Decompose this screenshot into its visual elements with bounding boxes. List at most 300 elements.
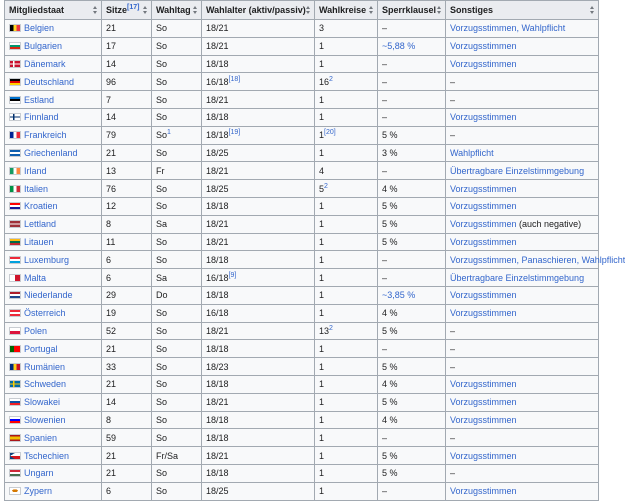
cell-districts [315,447,378,465]
cell-country [5,233,102,251]
cell-voting-age [202,447,315,465]
cell-country [5,482,102,500]
voting-age-text: 18/18 [206,112,229,123]
finland-flag-icon [9,113,21,121]
denmark-flag-icon [9,60,21,68]
districts-text: 1 [319,147,325,158]
footnote-link[interactable]: [20] [324,129,336,137]
country-link[interactable]: Litauen [24,236,54,247]
other-link[interactable]: Vorzugsstimmen [450,219,517,230]
country-link[interactable]: Belgien [24,23,55,34]
cell-voting-age [202,108,315,126]
cell-election-day [152,429,202,447]
election-day-text: So [156,130,168,141]
country-link[interactable]: Zypern [24,486,53,497]
cell-election-day [152,197,202,215]
country-link[interactable]: Deutschland [24,76,75,87]
cell-seats: 14 [102,393,152,411]
table-row [5,144,599,162]
districts-text: 1 [319,201,325,212]
cell-seats: 14 [102,55,152,73]
cell-election-day [152,215,202,233]
poland-flag-icon [9,327,21,335]
table-row [5,20,599,38]
cell-threshold [378,144,446,162]
country-link[interactable]: Tschechien [24,450,70,461]
cell-districts [315,464,378,482]
header-label: Wahlalter (aktiv/passiv) [206,5,306,15]
luxembourg-flag-icon [9,256,21,264]
other-link[interactable]: Vorzugsstimmen [450,290,517,301]
country-link[interactable]: Irland [24,165,47,176]
election-day-text: Sa [156,219,168,230]
table-row [5,233,599,251]
cell-seats: 21 [102,144,152,162]
header-mitgliedstaat[interactable] [5,1,102,20]
election-day-text: So [156,183,168,194]
cell-seats: 21 [102,340,152,358]
cell-voting-age [202,73,315,91]
sort-arrows-icon[interactable] [93,6,98,14]
election-day-text: So [156,414,168,425]
sweden-flag-icon [9,380,21,388]
other-link[interactable]: Vorzugsstimmen [450,41,517,52]
header-label: Sonstiges [450,5,494,15]
voting-age-text: 18/21 [206,325,229,336]
election-day-text: So [156,236,168,247]
footnote-link[interactable]: [9] [228,271,237,279]
cell-other [446,126,599,144]
cell-other [446,286,599,304]
cell-seats: 6 [102,251,152,269]
cell-threshold [378,393,446,411]
threshold-text: 5 % [382,236,398,247]
sort-arrows-icon[interactable] [590,6,595,14]
cell-country [5,251,102,269]
country-link[interactable]: Slowakei [24,397,61,408]
districts-text: 1 [319,112,325,123]
cell-threshold [378,322,446,340]
country-link[interactable]: Finnland [24,112,59,123]
country-link[interactable]: Griechenland [24,147,78,158]
districts-text: 1 [319,432,325,443]
cell-other [446,304,599,322]
cell-election-day [152,233,202,251]
voting-age-text: 18/18 [206,290,229,301]
districts-text: 1 [319,486,325,497]
cell-other [446,233,599,251]
cell-districts [315,393,378,411]
table-row [5,197,599,215]
other-link[interactable]: Vorzugsstimmen [450,201,517,212]
cell-districts [315,180,378,198]
districts-text: 1 [319,58,325,69]
cell-voting-age [202,429,315,447]
cell-election-day [152,375,202,393]
cell-other [446,162,599,180]
table-row [5,180,599,198]
cell-threshold [378,37,446,55]
table-row [5,340,599,358]
voting-age-text: 18/21 [206,23,229,34]
voting-age-text: 18/18 [206,130,229,141]
country-link[interactable]: Frankreich [24,130,67,141]
cell-country [5,162,102,180]
cell-election-day [152,304,202,322]
germany-flag-icon [9,78,21,86]
voting-age-text: 18/25 [206,486,229,497]
header-label: Wahltag [156,5,191,15]
districts-text: 1 [319,379,325,390]
cell-election-day [152,37,202,55]
cell-election-day [152,73,202,91]
country-link[interactable]: Luxemburg [24,254,70,265]
cell-threshold [378,269,446,287]
country-link[interactable]: Slowenien [24,414,66,425]
districts-text: 1 [319,450,325,461]
header-sitze[interactable] [102,1,152,20]
other-link[interactable]: Vorzugsstimmen [450,308,517,319]
cell-country [5,269,102,287]
election-day-text: So [156,112,168,123]
districts-text: 1 [319,219,325,230]
cell-seats: 59 [102,429,152,447]
election-day-text: So [156,379,168,390]
cell-voting-age [202,411,315,429]
cell-election-day [152,269,202,287]
other-link[interactable]: Vorzugsstimmen [450,414,517,425]
cell-threshold [378,304,446,322]
cell-country [5,464,102,482]
sort-arrows-icon[interactable] [306,6,311,14]
country-link[interactable]: Malta [24,272,47,283]
cell-seats: 52 [102,322,152,340]
threshold-text: – [382,94,388,105]
cell-threshold [378,91,446,109]
cell-districts [315,269,378,287]
cell-districts [315,286,378,304]
cyprus-flag-icon [9,487,21,495]
other-text: – [450,325,456,336]
threshold-text: 4 % [382,183,398,194]
threshold-text: 5 % [382,397,398,408]
cell-threshold [378,375,446,393]
cell-voting-age [202,162,315,180]
cell-other [446,20,599,38]
header-sonstiges[interactable] [446,1,599,20]
footnote-link[interactable]: [19] [228,129,241,137]
spain-flag-icon [9,434,21,442]
cell-election-day [152,251,202,269]
cell-voting-age [202,358,315,376]
other-text: – [450,76,456,87]
election-day-text: So [156,397,168,408]
voting-age-text: 18/18 [206,343,229,354]
cell-threshold [378,197,446,215]
election-day-text: So [156,147,168,158]
cell-voting-age [202,340,315,358]
election-day-text: Fr/Sa [156,450,179,461]
other-link[interactable]: Vorzugsstimmen [450,450,517,461]
election-day-text: So [156,308,168,319]
cell-country [5,73,102,91]
election-day-text: So [156,361,168,372]
other-text: – [450,94,456,105]
country-link[interactable]: Niederlande [24,290,73,301]
other-text: – [450,361,456,372]
threshold-link[interactable]: ~3,85 % [382,290,416,301]
other-link[interactable]: Vorzugsstimmen [450,183,517,194]
cell-threshold [378,358,446,376]
cell-districts [315,55,378,73]
districts-text: 1 [319,236,325,247]
districts-text: 16 [319,76,330,87]
election-day-text: So [156,94,168,105]
hungary-flag-icon [9,469,21,477]
cell-districts [315,482,378,500]
cell-districts [315,197,378,215]
country-link[interactable]: Spanien [24,432,58,443]
cell-districts [315,411,378,429]
footnote-link[interactable]: [17] [127,4,140,11]
cell-voting-age [202,393,315,411]
cell-seats: 19 [102,304,152,322]
country-link[interactable]: Österreich [24,308,66,319]
cell-voting-age [202,20,315,38]
cell-voting-age [202,464,315,482]
cell-other [446,429,599,447]
table-row [5,304,599,322]
cell-election-day [152,108,202,126]
cell-voting-age [202,286,315,304]
cell-threshold [378,55,446,73]
other-link[interactable]: Vorzugsstimmen [450,112,517,123]
other-link[interactable]: Vorzugsstimmen [450,58,517,69]
cell-districts [315,375,378,393]
table-row [5,447,599,465]
header-sperrklausel[interactable] [378,1,446,20]
districts-text: 5 [319,183,325,194]
country-link[interactable]: Bulgarien [24,41,63,52]
table-row [5,91,599,109]
districts-text: 3 [319,23,325,34]
cell-other [446,358,599,376]
cell-threshold [378,482,446,500]
election-day-text: So [156,432,168,443]
country-link[interactable]: Dänemark [24,58,66,69]
cell-election-day [152,464,202,482]
other-link[interactable]: Vorzugsstimmen [450,236,517,247]
sort-arrows-icon[interactable] [437,6,442,14]
sort-arrows-icon[interactable] [369,6,374,14]
table-row [5,251,599,269]
cell-voting-age [202,269,315,287]
header-wahlkreise[interactable] [315,1,378,20]
other-link[interactable]: Vorzugsstimmen, Wahlpflicht [450,23,566,34]
districts-text: 1 [319,272,325,283]
cell-election-day [152,286,202,304]
cell-threshold [378,162,446,180]
country-link[interactable]: Estland [24,94,55,105]
cell-election-day [152,393,202,411]
cell-country [5,37,102,55]
election-day-text: So [156,23,168,34]
cell-districts [315,73,378,91]
sort-arrows-icon[interactable] [143,6,148,14]
footnote-link[interactable]: 2 [329,75,333,83]
cell-districts [315,162,378,180]
cell-threshold [378,286,446,304]
cell-districts [315,358,378,376]
other-link[interactable]: Übertragbare Einzelstimmgebung [450,165,585,176]
voting-age-text: 18/21 [206,450,229,461]
table-row [5,215,599,233]
districts-text: 1 [319,343,325,354]
table-row [5,55,599,73]
threshold-text: – [382,112,388,123]
cell-threshold [378,20,446,38]
voting-age-text: 18/18 [206,379,229,390]
belgium-flag-icon [9,24,21,32]
cell-seats: 21 [102,464,152,482]
country-link[interactable]: Polen [24,325,48,336]
czechia-flag-icon [9,452,21,460]
cell-seats: 7 [102,91,152,109]
table-row [5,322,599,340]
cell-threshold [378,108,446,126]
footnote-link[interactable]: 1 [167,129,171,137]
threshold-link[interactable]: ~5,88 % [382,41,416,52]
header-wahltag[interactable] [152,1,202,20]
threshold-text: – [382,58,388,69]
country-link[interactable]: Kroatien [24,201,58,212]
header-label: Sitze [106,5,128,15]
country-link[interactable]: Schweden [24,379,67,390]
header-label: Wahlkreise [319,5,367,15]
cell-country [5,144,102,162]
cell-voting-age [202,91,315,109]
other-text: – [450,343,456,354]
bulgaria-flag-icon [9,42,21,50]
districts-text: 1 [319,130,325,141]
footnote-link[interactable]: 2 [329,324,333,332]
voting-age-text: 18/21 [206,219,229,230]
cell-country [5,55,102,73]
districts-text: 13 [319,325,330,336]
cell-voting-age [202,37,315,55]
cell-other [446,73,599,91]
other-link[interactable]: Vorzugsstimmen [450,486,517,497]
country-link[interactable]: Rumänien [24,361,66,372]
districts-text: 1 [319,308,325,319]
voting-age-text: 16/18 [206,272,229,283]
cell-seats: 79 [102,126,152,144]
threshold-text: 5 % [382,219,398,230]
cell-other [446,91,599,109]
cell-election-day [152,322,202,340]
cell-seats: 13 [102,162,152,180]
cell-seats: 96 [102,73,152,91]
threshold-text: 5 % [382,201,398,212]
voting-age-text: 18/21 [206,41,229,52]
threshold-text: 5 % [382,450,398,461]
voting-age-text: 18/18 [206,58,229,69]
cell-voting-age [202,375,315,393]
cell-country [5,180,102,198]
cell-other [446,144,599,162]
threshold-text: 5 % [382,468,398,479]
election-day-text: Sa [156,272,168,283]
cell-seats: 8 [102,411,152,429]
header-wahlalter[interactable] [202,1,315,20]
cell-threshold [378,447,446,465]
cell-voting-age [202,144,315,162]
cell-districts [315,144,378,162]
districts-text: 1 [319,41,325,52]
election-day-text: Do [156,290,168,301]
country-link[interactable]: Ungarn [24,468,54,479]
voting-age-text: 18/21 [206,397,229,408]
districts-text: 4 [319,165,325,176]
other-suffix-text: (auch negative) [516,219,582,230]
threshold-text: 3 % [382,147,398,158]
other-link[interactable]: Übertragbare Einzelstimmgebung [450,272,585,283]
cell-threshold [378,251,446,269]
cell-threshold [378,411,446,429]
sort-arrows-icon[interactable] [193,6,198,14]
cell-election-day [152,411,202,429]
netherlands-flag-icon [9,291,21,299]
threshold-text: – [382,486,388,497]
other-link[interactable]: Wahlpflicht [450,147,494,158]
country-link[interactable]: Portugal [24,343,58,354]
election-day-text: Fr [156,165,165,176]
cell-voting-age [202,197,315,215]
threshold-text: – [382,254,388,265]
cell-districts [315,304,378,322]
cell-voting-age [202,126,315,144]
cell-districts [315,91,378,109]
cell-threshold [378,73,446,91]
cell-voting-age [202,215,315,233]
footnote-link[interactable]: [18] [228,75,241,83]
table-row [5,286,599,304]
other-link[interactable]: Vorzugsstimmen [450,379,517,390]
other-link[interactable]: Vorzugsstimmen [450,397,517,408]
cell-seats: 6 [102,482,152,500]
cell-election-day [152,482,202,500]
lithuania-flag-icon [9,238,21,246]
cell-country [5,411,102,429]
other-link[interactable]: Vorzugsstimmen, Panaschieren, Wahlpflicht [450,254,625,265]
cell-threshold [378,126,446,144]
election-day-text: So [156,343,168,354]
cell-country [5,429,102,447]
country-link[interactable]: Italien [24,183,49,194]
cell-other [446,482,599,500]
cell-other [446,197,599,215]
portugal-flag-icon [9,345,21,353]
cell-election-day [152,180,202,198]
cell-threshold [378,215,446,233]
cell-voting-age [202,55,315,73]
country-link[interactable]: Lettland [24,219,57,230]
footnote-link[interactable]: 2 [324,182,328,190]
cell-seats: 29 [102,286,152,304]
cell-voting-age [202,304,315,322]
cell-election-day [152,91,202,109]
cell-districts [315,233,378,251]
